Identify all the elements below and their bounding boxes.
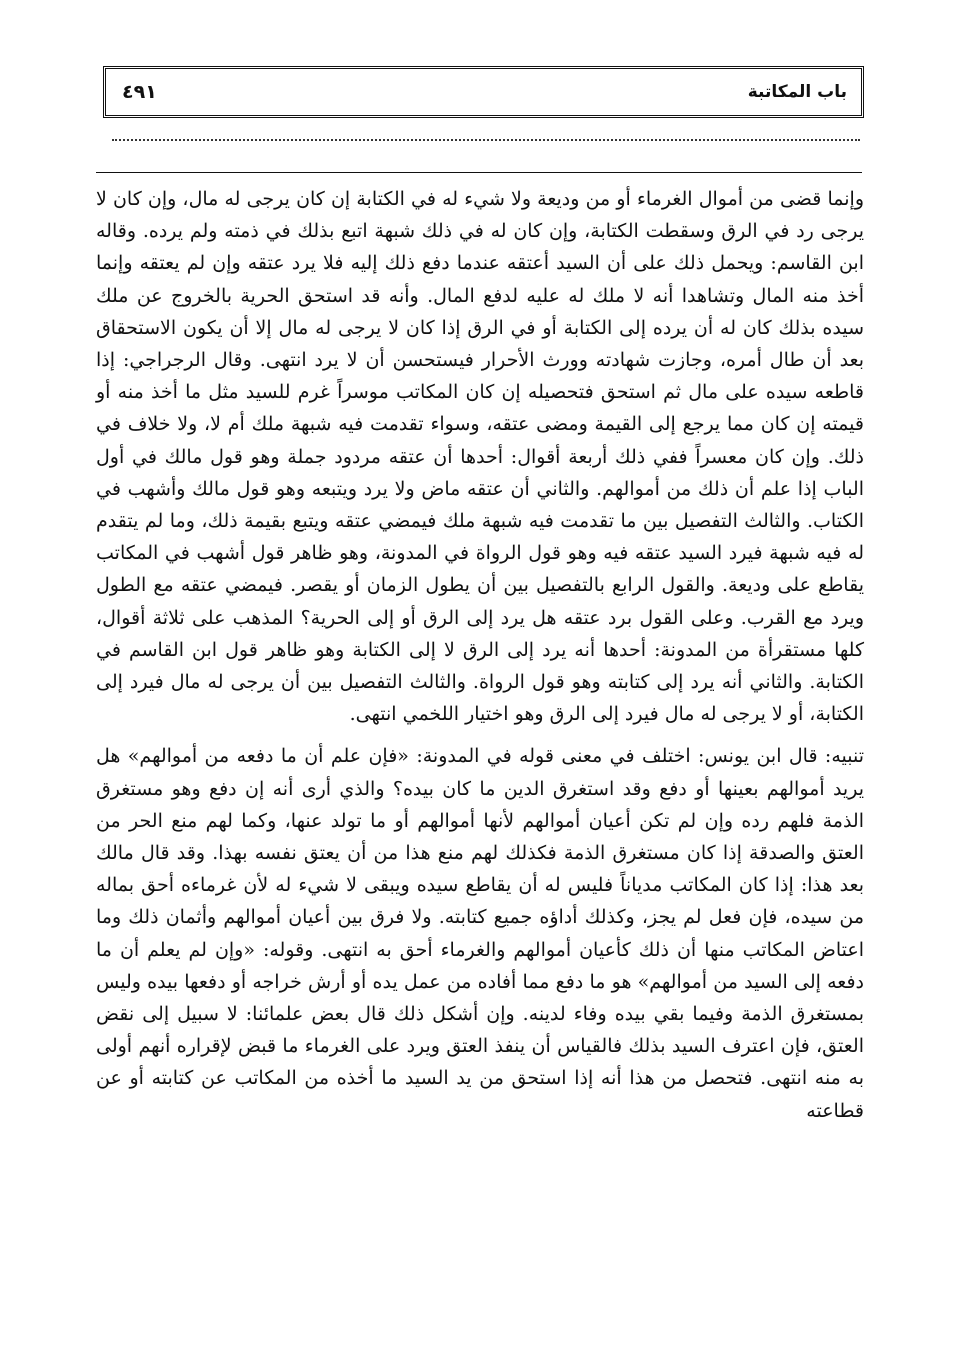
- solid-divider: [96, 172, 862, 173]
- paragraph-1: وإنما قضى من أموال الغرماء أو من وديعة ولا شيء له في الكتابة إن كان يرجى له مال، وإن كان لا يرجى رد في الرق وسقطت الكتابة، وإن كان له في ذلك شبهة اتبع بذلك في ذمته ولم يرده. وقاله ابن القاسم: ويحمل ذلك على أن السيد أعتقه عندما دفع ذلك إليه فلا يرد عتقه وإن لم يعتقه وإنما أخذ منه المال وتشاهدا أنه لا ملك له عليه لدفع المال. وأنه قد استحق الحرية بالخروج عن ملك سيده بذلك كان له أن يرده إلى الكتابة أو في الرق إذا كان لا يرجى له مال إلا أن يكون الاستحقاق بعد أن طال أمره، وجازت شهادته وورث الأحرار فيستحسن أن لا يرد انتهى. وقال الرجراجي: إذا قاطعه سيده على مال ثم استحق فتحصيله إن كان المكاتب موسراً غرم للسيد مثل ما أخذ منه أو قيمته إن كان مما يرجع إلى القيمة ومضى عتقه، وسواء تقدمت فيه شبهة ملك أم لا، ولا خلاف في ذلك. وإن كان معسراً ففي ذلك أربعة أقوال: أحدها أن عتقه مردود جملة وهو قول مالك في أول الباب إذا علم أن ذلك من أموالهم. والثاني أن عتقه ماض ولا يرد ويتبعه وهو قول مالك وأشهب في الكتاب. والثالث التفصيل بين ما تقدمت فيه شبهة ملك فيمضي عتقه ويتبع بقيمة ذلك، وما لم يتقدم له فيه شبهة فيرد السيد عتقه فيه وهو قول الرواة في المدونة، وهو ظاهر قول أشهب في المكاتب يقاطع على وديعة. والقول الرابع بالتفصيل بين أن يطول الزمان أو يقصر. فيمضي عتقه مع الطول ويرد مع القرب. وعلى القول برد عتقه هل يرد إلى الرق أو إلى الحرية؟ المذهب على ثلاثة أقوال، كلها مستقرأة من المدونة: أحدها أنه يرد إلى الرق لا إلى الكتابة وهو ظاهر قول ابن القاسم في الكتابة. والثاني أنه يرد إلى كتابته وهو قول الرواة. والثالث التفصيل بين أن يرجى له مال فيرد إلى الكتابة، أو لا يرجى له مال فيرد إلى الرق وهو اختيار اللخمي انتهى.: [96, 188, 865, 726]
- paragraph-2: تنبيه: قال ابن يونس: اختلف في معنى قوله في المدونة: «فإن علم أن ما دفعه من أموالهم» هل يريد أموالهم بعينها أو دفع وقد استغرق الدين ما كان بيده؟ والذي أرى أنه إن دفع وهو مستغرق الذمة فلهم رده وإن لم تكن أعيان أموالهم لأنها أموالهم أو ما تولد عنها، وكما لهم منع الحر من العتق والصدقة إذا كان مستغرق الذمة فكذلك لهم منع هذا من أن يعتق نفسه بهذا. وقد قال مالك بعد هذا: إذا كان المكاتب مدياناً فليس له أن يقاطع سيده ويبقى لا شيء له لأن غرماءه أحق بماله من سيده، فإن فعل لم يجز، وكذلك أداؤه جميع كتابته. ولا فرق بين أعيان أموالهم وأثمان ذلك وما اعتاض المكاتب منها أن ذلك كأعيان أموالهم والغرماء أحق به انتهى. وقوله: «وإن لم يعلم أن ما دفعه إلى السيد من أموالهم» هو ما دفع مما أفاده من عمل يده أو أرش خراجه أو دفعها بيده وليس بمستغرق الذمة وفيما بقي بيده وفاء لدينه. وإن أشكل ذلك قال بعض علمائنا: لا سبيل إلى نقض العتق، فإن اعترف السيد بذلك فالقياس أن ينفذ العتق ويرد على الغرماء ما قبض لإقراره أنهم أولى به منه انتهى. فتحصل من هذا أنه إذا استحق من يد السيد ما أخذه من المكاتب عن كتابته أو عن قطاعته: [96, 745, 864, 1122]
- page-number: ٤٩١: [122, 81, 157, 103]
- chapter-title: باب المكاتبة: [747, 82, 847, 102]
- running-header: [103, 66, 864, 118]
- main-text: [96, 183, 864, 1127]
- dotted-divider: [112, 139, 860, 141]
